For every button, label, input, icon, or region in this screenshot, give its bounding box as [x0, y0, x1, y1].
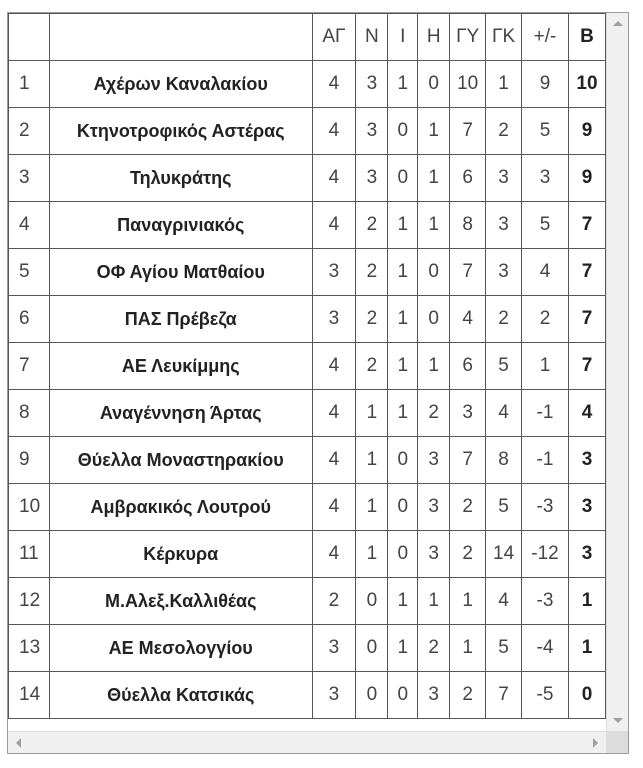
- header-pos: [9, 14, 50, 61]
- cell-losses: 0: [418, 249, 450, 296]
- cell-wins: 0: [356, 625, 388, 672]
- cell-wins: 2: [356, 202, 388, 249]
- cell-losses: 2: [418, 625, 450, 672]
- header-draws: Ι: [388, 14, 418, 61]
- cell-played: 4: [312, 343, 356, 390]
- table-row: [9, 437, 606, 484]
- cell-points: 3: [568, 531, 605, 578]
- cell-wins: 0: [356, 578, 388, 625]
- cell-goal-diff: 5: [522, 108, 569, 155]
- scroll-right-arrow-icon[interactable]: [593, 738, 598, 748]
- vertical-scrollbar[interactable]: [606, 13, 628, 731]
- cell-points: 3: [568, 437, 605, 484]
- cell-points: 3: [568, 484, 605, 531]
- cell-played: 4: [312, 484, 356, 531]
- header-wins: Ν: [356, 14, 388, 61]
- cell-draws: 0: [388, 108, 418, 155]
- cell-goals-against: 2: [486, 296, 522, 343]
- cell-goal-diff: -3: [522, 578, 569, 625]
- cell-team: ΠΑΣ Πρέβεζα: [49, 296, 312, 343]
- cell-team: Κτηνοτροφικός Αστέρας: [49, 108, 312, 155]
- table-viewport: [8, 13, 606, 731]
- cell-losses: 3: [418, 484, 450, 531]
- cell-pos: 6: [9, 296, 50, 343]
- cell-pos: 2: [9, 108, 50, 155]
- cell-goals-for: 10: [450, 61, 486, 108]
- cell-points: 1: [568, 578, 605, 625]
- cell-pos: 11: [9, 531, 50, 578]
- cell-losses: 0: [418, 296, 450, 343]
- cell-losses: 1: [418, 343, 450, 390]
- cell-goals-against: 5: [486, 625, 522, 672]
- table-row: [9, 296, 606, 343]
- table-row: [9, 202, 606, 249]
- table-row: [9, 390, 606, 437]
- cell-goal-diff: -12: [522, 531, 569, 578]
- cell-wins: 1: [356, 484, 388, 531]
- table-row: [9, 61, 606, 108]
- cell-played: 4: [312, 531, 356, 578]
- cell-team: Τηλυκράτης: [49, 155, 312, 202]
- cell-team: Μ.Αλεξ.Καλλιθέας: [49, 578, 312, 625]
- cell-goal-diff: -4: [522, 625, 569, 672]
- header-goals-for: ΓΥ: [450, 14, 486, 61]
- cell-team: Αχέρων Καναλακίου: [49, 61, 312, 108]
- cell-goals-for: 7: [450, 249, 486, 296]
- cell-goals-against: 3: [486, 155, 522, 202]
- cell-wins: 0: [356, 672, 388, 719]
- table-row: [9, 249, 606, 296]
- cell-losses: 1: [418, 202, 450, 249]
- scroll-up-arrow-icon[interactable]: [613, 21, 623, 26]
- cell-goal-diff: 9: [522, 61, 569, 108]
- cell-draws: 0: [388, 672, 418, 719]
- cell-points: 7: [568, 249, 605, 296]
- cell-played: 2: [312, 578, 356, 625]
- cell-losses: 1: [418, 108, 450, 155]
- cell-draws: 1: [388, 249, 418, 296]
- cell-wins: 3: [356, 61, 388, 108]
- cell-wins: 2: [356, 296, 388, 343]
- horizontal-scrollbar[interactable]: [8, 731, 606, 753]
- cell-draws: 0: [388, 437, 418, 484]
- cell-points: 10: [568, 61, 605, 108]
- cell-goal-diff: -1: [522, 390, 569, 437]
- cell-goals-against: 5: [486, 343, 522, 390]
- cell-draws: 1: [388, 578, 418, 625]
- cell-played: 3: [312, 672, 356, 719]
- cell-points: 7: [568, 202, 605, 249]
- header-goals-against: ΓΚ: [486, 14, 522, 61]
- header-points: Β: [568, 14, 605, 61]
- cell-played: 4: [312, 437, 356, 484]
- table-row: [9, 484, 606, 531]
- cell-team: Θύελλα Μοναστηρακίου: [49, 437, 312, 484]
- cell-wins: 3: [356, 108, 388, 155]
- cell-goals-for: 2: [450, 484, 486, 531]
- cell-losses: 0: [418, 61, 450, 108]
- cell-goals-for: 1: [450, 625, 486, 672]
- cell-team: Αναγέννηση Άρτας: [49, 390, 312, 437]
- cell-played: 4: [312, 155, 356, 202]
- cell-goals-against: 4: [486, 390, 522, 437]
- cell-goal-diff: 5: [522, 202, 569, 249]
- cell-losses: 1: [418, 578, 450, 625]
- table-row: [9, 155, 606, 202]
- cell-wins: 3: [356, 155, 388, 202]
- table-row: [9, 672, 606, 719]
- cell-goals-against: 5: [486, 484, 522, 531]
- table-row: [9, 343, 606, 390]
- cell-goals-for: 7: [450, 108, 486, 155]
- cell-draws: 1: [388, 625, 418, 672]
- cell-pos: 9: [9, 437, 50, 484]
- cell-goals-for: 7: [450, 437, 486, 484]
- cell-played: 3: [312, 296, 356, 343]
- header-losses: Η: [418, 14, 450, 61]
- cell-wins: 1: [356, 437, 388, 484]
- scroll-left-arrow-icon[interactable]: [16, 738, 21, 748]
- cell-team: ΑΕ Μεσολογγίου: [49, 625, 312, 672]
- cell-pos: 7: [9, 343, 50, 390]
- cell-wins: 2: [356, 343, 388, 390]
- cell-goals-against: 4: [486, 578, 522, 625]
- cell-pos: 5: [9, 249, 50, 296]
- cell-played: 3: [312, 249, 356, 296]
- cell-draws: 1: [388, 202, 418, 249]
- cell-losses: 3: [418, 437, 450, 484]
- cell-pos: 8: [9, 390, 50, 437]
- cell-goal-diff: 3: [522, 155, 569, 202]
- cell-goal-diff: 2: [522, 296, 569, 343]
- cell-goals-against: 1: [486, 61, 522, 108]
- header-row: [9, 14, 606, 61]
- cell-played: 4: [312, 61, 356, 108]
- cell-points: 7: [568, 296, 605, 343]
- standings-table-container: [7, 12, 629, 754]
- cell-goal-diff: 4: [522, 249, 569, 296]
- cell-played: 4: [312, 202, 356, 249]
- standings-table: [8, 13, 606, 719]
- cell-draws: 1: [388, 343, 418, 390]
- cell-goals-against: 3: [486, 202, 522, 249]
- cell-played: 4: [312, 390, 356, 437]
- cell-points: 9: [568, 155, 605, 202]
- cell-goals-against: 7: [486, 672, 522, 719]
- cell-goals-against: 14: [486, 531, 522, 578]
- cell-pos: 1: [9, 61, 50, 108]
- cell-played: 3: [312, 625, 356, 672]
- cell-team: ΑΕ Λευκίμμης: [49, 343, 312, 390]
- cell-goals-for: 1: [450, 578, 486, 625]
- cell-goals-for: 2: [450, 531, 486, 578]
- cell-goals-for: 8: [450, 202, 486, 249]
- cell-goals-for: 4: [450, 296, 486, 343]
- table-row: [9, 531, 606, 578]
- cell-losses: 2: [418, 390, 450, 437]
- cell-pos: 12: [9, 578, 50, 625]
- cell-team: ΟΦ Αγίου Ματθαίου: [49, 249, 312, 296]
- cell-draws: 1: [388, 296, 418, 343]
- table-row: [9, 108, 606, 155]
- scrollbar-corner: [606, 731, 628, 753]
- cell-wins: 1: [356, 531, 388, 578]
- cell-draws: 0: [388, 531, 418, 578]
- cell-points: 1: [568, 625, 605, 672]
- cell-goal-diff: -5: [522, 672, 569, 719]
- cell-losses: 3: [418, 531, 450, 578]
- scroll-down-arrow-icon[interactable]: [613, 718, 623, 723]
- cell-goals-against: 2: [486, 108, 522, 155]
- header-team: [49, 14, 312, 61]
- cell-team: Παναγρινιακός: [49, 202, 312, 249]
- cell-played: 4: [312, 108, 356, 155]
- cell-goal-diff: -1: [522, 437, 569, 484]
- cell-goals-against: 3: [486, 249, 522, 296]
- header-played: ΑΓ: [312, 14, 356, 61]
- cell-pos: 10: [9, 484, 50, 531]
- cell-goals-for: 3: [450, 390, 486, 437]
- cell-goals-for: 6: [450, 155, 486, 202]
- cell-points: 9: [568, 108, 605, 155]
- cell-pos: 13: [9, 625, 50, 672]
- table-row: [9, 578, 606, 625]
- cell-wins: 1: [356, 390, 388, 437]
- cell-goal-diff: 1: [522, 343, 569, 390]
- table-row: [9, 625, 606, 672]
- cell-wins: 2: [356, 249, 388, 296]
- cell-goal-diff: -3: [522, 484, 569, 531]
- cell-draws: 0: [388, 484, 418, 531]
- cell-draws: 0: [388, 155, 418, 202]
- cell-goals-for: 6: [450, 343, 486, 390]
- cell-losses: 3: [418, 672, 450, 719]
- cell-goals-for: 2: [450, 672, 486, 719]
- cell-points: 4: [568, 390, 605, 437]
- cell-team: Κέρκυρα: [49, 531, 312, 578]
- cell-team: Θύελλα Κατσικάς: [49, 672, 312, 719]
- cell-points: 0: [568, 672, 605, 719]
- cell-team: Αμβρακικός Λουτρού: [49, 484, 312, 531]
- cell-goals-against: 8: [486, 437, 522, 484]
- cell-pos: 4: [9, 202, 50, 249]
- cell-draws: 1: [388, 61, 418, 108]
- cell-losses: 1: [418, 155, 450, 202]
- cell-pos: 14: [9, 672, 50, 719]
- cell-draws: 1: [388, 390, 418, 437]
- header-goal-diff: +/-: [522, 14, 569, 61]
- cell-points: 7: [568, 343, 605, 390]
- cell-pos: 3: [9, 155, 50, 202]
